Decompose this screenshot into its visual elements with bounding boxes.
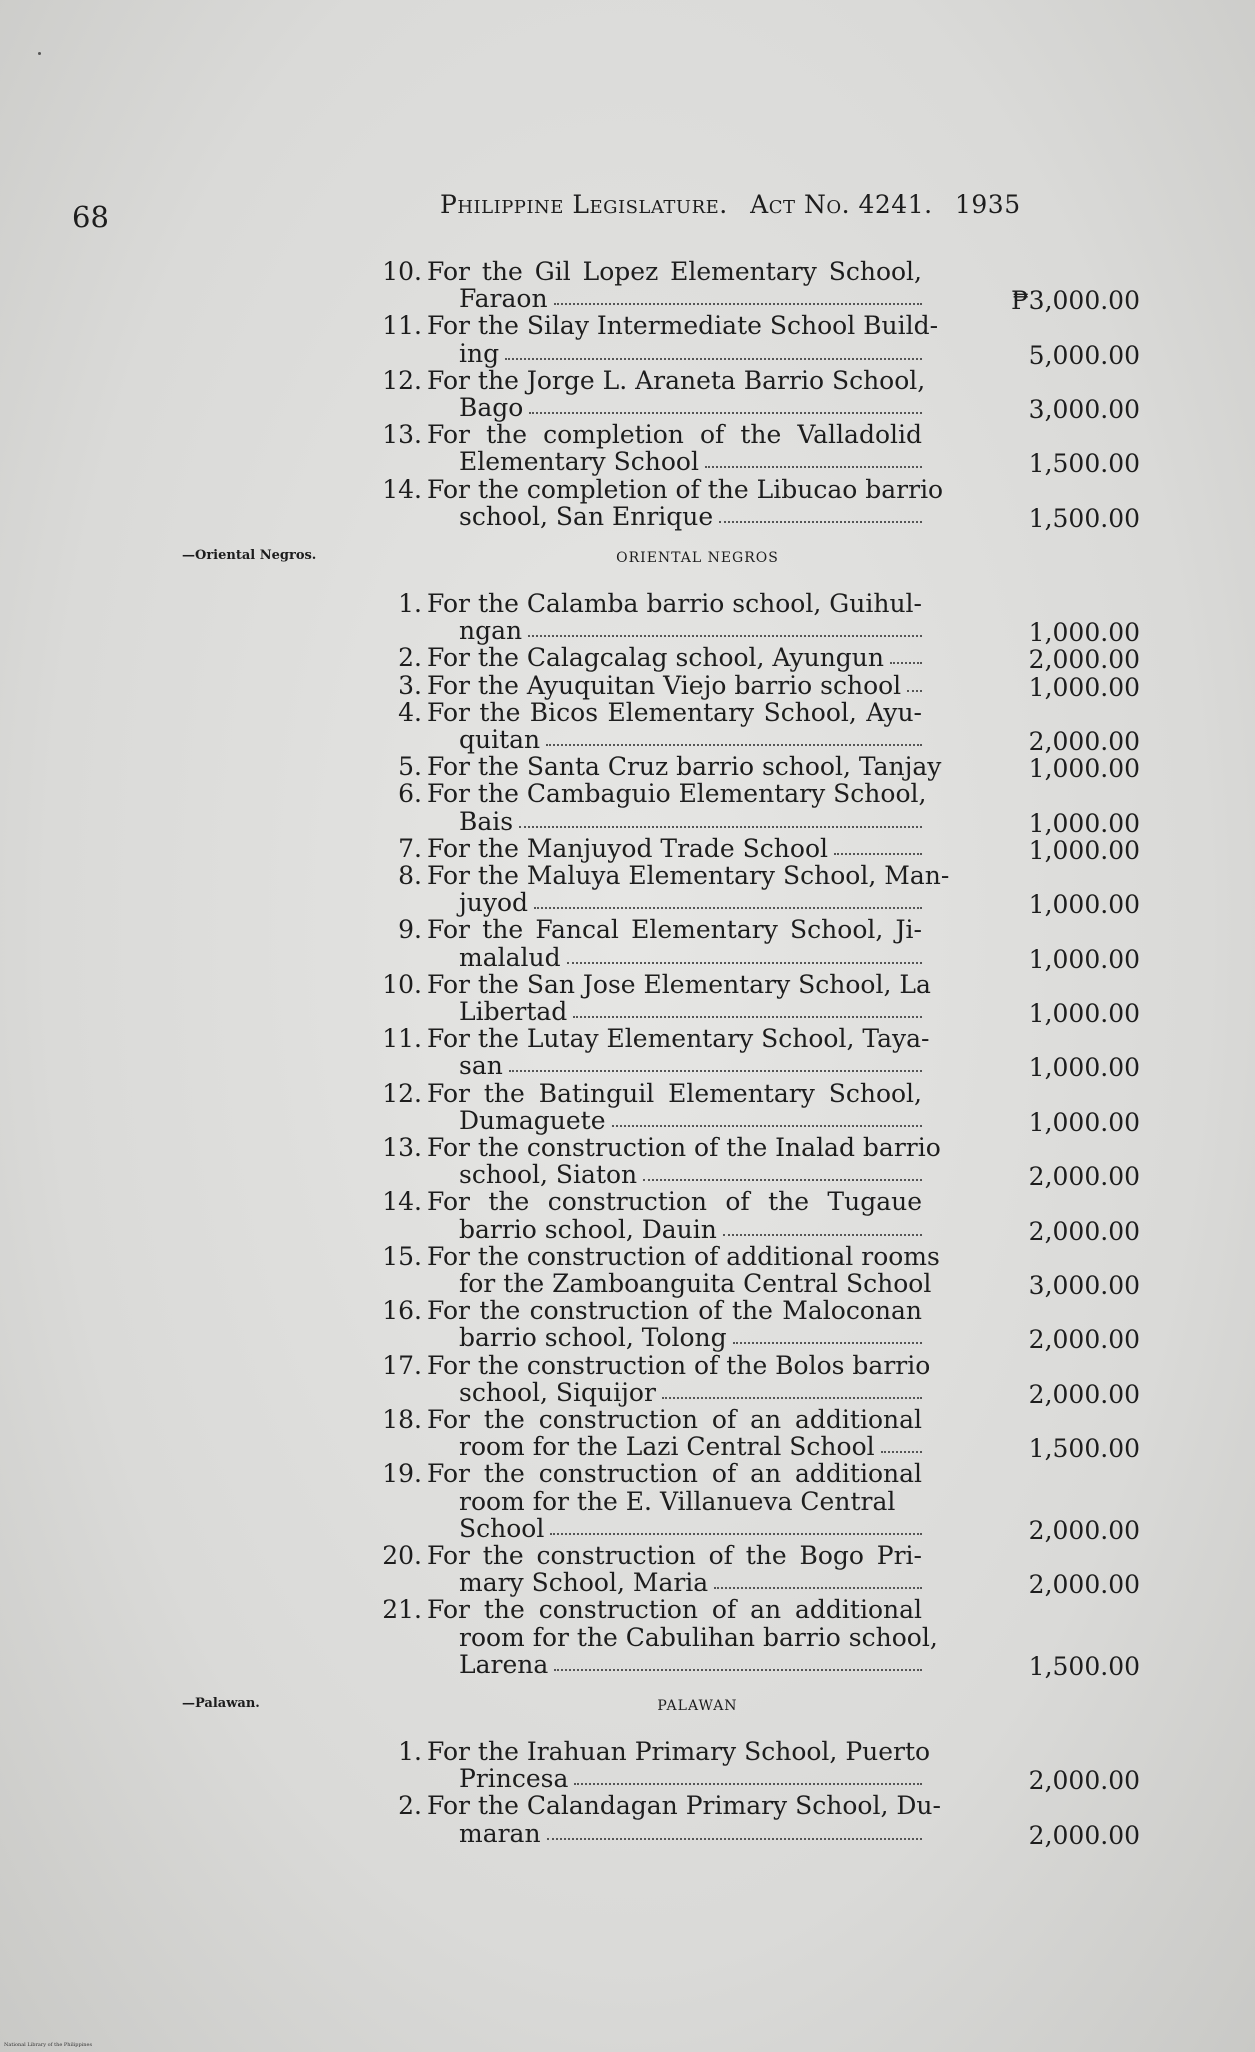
item-description-line: For the Lutay Elementary School, Taya- [427,1024,930,1054]
appropriation-item [372,1187,1140,1246]
item-description-line: school, San Enrique [459,501,714,531]
item-amount: 1,000.00 [1028,672,1140,702]
appropriation-item [372,779,1140,838]
item-description-line: san [459,1051,503,1081]
item-amount: 2,000.00 [1028,1379,1140,1409]
item-amount: 2,000.00 [1028,1515,1140,1545]
item-description-line: For the construction of the Bolos barrio [427,1350,931,1380]
item-description-line: For the Jorge L. Araneta Barrio School, [427,365,926,395]
item-number: 11. [382,1024,422,1054]
item-description-line: Larena [459,1649,549,1679]
item-amount: 1,000.00 [1028,808,1140,838]
item-description-line: quitan [459,724,541,754]
item-description-line: Bais [459,806,514,836]
item-amount: 2,000.00 [1028,1766,1140,1796]
item-description-line: room for the Cabulihan barrio school, [459,1622,938,1652]
appropriation-item [372,969,1140,1028]
dot-leader [529,394,922,414]
running-head [440,190,1035,219]
appropriation-item [372,1241,1140,1300]
dot-leader [705,448,922,468]
item-number: 10. [382,969,422,999]
item-amount: 1,000.00 [1028,944,1140,974]
item-description-line: For the Silay Intermediate School Build- [427,311,939,341]
item-description-line: mary School, Maria [459,1568,709,1598]
item-amount: 1,500.00 [1028,1434,1140,1464]
item-number: 17. [382,1350,422,1380]
item-number: 12. [382,1078,422,1108]
appropriation-item [372,1595,1140,1681]
appropriation-item [372,1737,1140,1796]
item-number: 14. [382,1187,422,1217]
item-description-line: juyod [459,888,529,918]
item-description-line: maran [459,1818,541,1848]
item-number: 3. [398,670,422,700]
item-amount: 2,000.00 [1028,726,1140,756]
appropriation-item [372,474,1140,533]
item-amount: 2,000.00 [1028,1325,1140,1355]
item-number: 20. [382,1541,422,1570]
item-description-line: For the Bicos Elementary School, Ayu- [427,697,922,727]
item-description-line: For the Irahuan Primary School, Puerto [427,1737,931,1766]
dot-leader [509,1052,922,1072]
item-description-line: for the Zamboanguita Central School [459,1268,932,1298]
appropriation-item [372,697,1140,756]
item-description-line: For the Ayuquitan Viejo barrio school [427,670,902,700]
item-amount: 3,000.00 [1028,394,1140,424]
item-description-line: For the construction of an additional [427,1595,922,1625]
item-description-line: For the Calagcalag school, Ayungun [427,643,885,673]
side-note: —Palawan. [182,1696,260,1711]
dot-leader [890,644,922,664]
item-description-line: barrio school, Dauin [459,1214,717,1244]
dot-leader [723,1216,922,1236]
item-number: 21. [382,1595,422,1625]
item-description-line: Faraon [459,284,548,314]
item-description-line: room for the E. Villanueva Central [459,1486,896,1516]
item-description-line: For the Calandagan Primary School, Du- [427,1791,941,1821]
section-title: ORIENTAL NEGROS [616,550,779,566]
dot-leader [554,285,922,305]
item-description-line: For the Fancal Elementary School, Ji- [427,915,922,945]
item-number: 5. [398,752,422,782]
item-amount: 3,000.00 [1028,1270,1140,1300]
appropriation-item [372,670,1140,702]
dot-leader [907,672,922,692]
paper-speck [38,52,41,55]
appropriation-item [372,1078,1140,1137]
running-head-act: Act No. 4241. [750,190,933,219]
appropriation-item [372,365,1140,424]
dot-leader [554,1651,922,1671]
item-description-line: Elementary School [459,447,699,477]
item-amount: 2,000.00 [1028,1162,1140,1192]
item-amount: 1,000.00 [1028,1107,1140,1137]
appropriation-item [372,1459,1140,1545]
item-description-line: Bago [459,392,524,422]
running-head-year: 1935 [955,190,1021,219]
item-amount: 2,000.00 [1028,1570,1140,1600]
side-note: —Oriental Negros. [182,548,317,563]
item-number: 13. [382,420,422,450]
item-number: 1. [398,1737,422,1766]
item-amount: 2,000.00 [1028,1216,1140,1246]
item-description-line: For the completion of the Libucao barrio [427,474,944,504]
item-description-line: ngan [459,616,523,646]
dot-leader [881,1433,922,1453]
appropriation-item [372,915,1140,974]
dot-leader [662,1379,922,1399]
item-description-line: malalud [459,942,561,972]
appropriation-item [372,311,1140,370]
item-number: 10. [382,257,422,286]
item-amount: 1,500.00 [1028,449,1140,479]
item-description-line: room for the Lazi Central School [459,1432,875,1462]
page-number: 68 [72,200,109,234]
appropriation-item [372,861,1140,920]
dot-leader [714,1569,922,1589]
item-description-line: For the Gil Lopez Elementary School, [427,257,922,286]
item-amount: 1,500.00 [1028,1651,1140,1681]
dot-leader [505,340,922,360]
item-amount: 1,000.00 [1028,1053,1140,1083]
item-description-line: ing [459,338,500,368]
appropriation-item [372,1350,1140,1409]
item-amount: ₱3,000.00 [1011,286,1140,316]
item-description-line: For the San Jose Elementary School, La [427,969,931,999]
item-description-line: School [459,1513,545,1543]
item-description-line: For the Batinguil Elementary School, [427,1078,922,1108]
appropriation-item [372,1541,1140,1600]
item-description-line: For the construction of an additional [427,1405,922,1434]
item-description-line: school, Siaton [459,1160,638,1190]
item-number: 4. [398,697,422,727]
dot-leader [719,503,922,523]
item-amount: 5,000.00 [1028,340,1140,370]
item-description-line: For the completion of the Valladolid [427,420,922,450]
item-number: 6. [398,779,422,809]
footer-credit: National Library of the Philippines [4,2042,93,2048]
dot-leader [733,1324,922,1344]
running-head-title: Philippine Legislature. [440,190,728,219]
item-description-line: For the Santa Cruz barrio school, Tanjay [427,752,942,782]
appropriation-item [372,1405,1140,1464]
item-number: 18. [382,1405,422,1434]
appropriation-item [372,1024,1140,1083]
item-description-line: For the construction of an additional [427,1459,922,1489]
dot-leader [546,726,922,746]
item-description-line: For the construction of the Tugaue [427,1187,922,1217]
dot-leader [534,889,922,909]
item-number: 12. [382,365,422,395]
item-number: 1. [398,589,422,618]
appropriation-item [372,752,1140,784]
appropriation-item [372,1296,1140,1355]
item-amount: 2,000.00 [1028,645,1140,675]
item-amount: 2,000.00 [1028,1820,1140,1850]
item-amount: 1,000.00 [1028,998,1140,1028]
appropriation-item [372,420,1140,479]
appropriation-item [372,1133,1140,1192]
item-number: 7. [398,833,422,863]
dot-leader [528,617,922,637]
item-description-line: For the construction of the Maloconan [427,1296,922,1326]
appropriation-item [372,257,1140,316]
item-amount: 1,500.00 [1028,503,1140,533]
item-number: 13. [382,1133,422,1162]
dot-leader [550,1515,922,1535]
dot-leader [612,1107,923,1127]
dot-leader [834,835,922,855]
appropriation-item [372,1791,1140,1850]
item-description-line: For the Maluya Elementary School, Man- [427,861,950,890]
appropriation-item [372,589,1140,648]
item-number: 11. [382,311,422,341]
item-description-line: Princesa [459,1764,569,1794]
item-number: 16. [382,1296,422,1326]
dot-leader [519,808,922,828]
item-description-line: For the construction of additional rooms [427,1241,940,1271]
section-title: PALAWAN [657,1698,738,1714]
item-amount: 1,000.00 [1028,754,1140,784]
item-amount: 1,000.00 [1028,618,1140,648]
item-description-line: Libertad [459,996,568,1026]
item-number: 14. [382,474,422,504]
item-description-line: For the Cambaguio Elementary School, [427,779,927,809]
item-description-line: Dumaguete [459,1105,606,1135]
item-number: 9. [398,915,422,945]
dot-leader [574,1765,922,1785]
item-number: 19. [382,1459,422,1489]
item-amount: 1,000.00 [1028,835,1140,865]
item-number: 15. [382,1241,422,1271]
dot-leader [567,944,922,964]
item-description-line: For the Calamba barrio school, Guihul- [427,589,922,618]
item-number: 2. [398,1791,422,1821]
dot-leader [573,998,922,1018]
item-description-line: For the construction of the Inalad barrio [427,1133,941,1162]
appropriation-item [372,833,1140,865]
item-description-line: For the Manjuyod Trade School [427,833,829,863]
item-description-line: barrio school, Tolong [459,1323,727,1353]
item-number: 2. [398,643,422,673]
item-description-line: For the construction of the Bogo Pri- [427,1541,922,1570]
dot-leader [547,1820,922,1840]
appropriation-item [372,643,1140,675]
item-amount: 1,000.00 [1028,890,1140,920]
item-number: 8. [398,861,422,890]
dot-leader [643,1161,922,1181]
item-description-line: school, Siquijor [459,1377,656,1407]
